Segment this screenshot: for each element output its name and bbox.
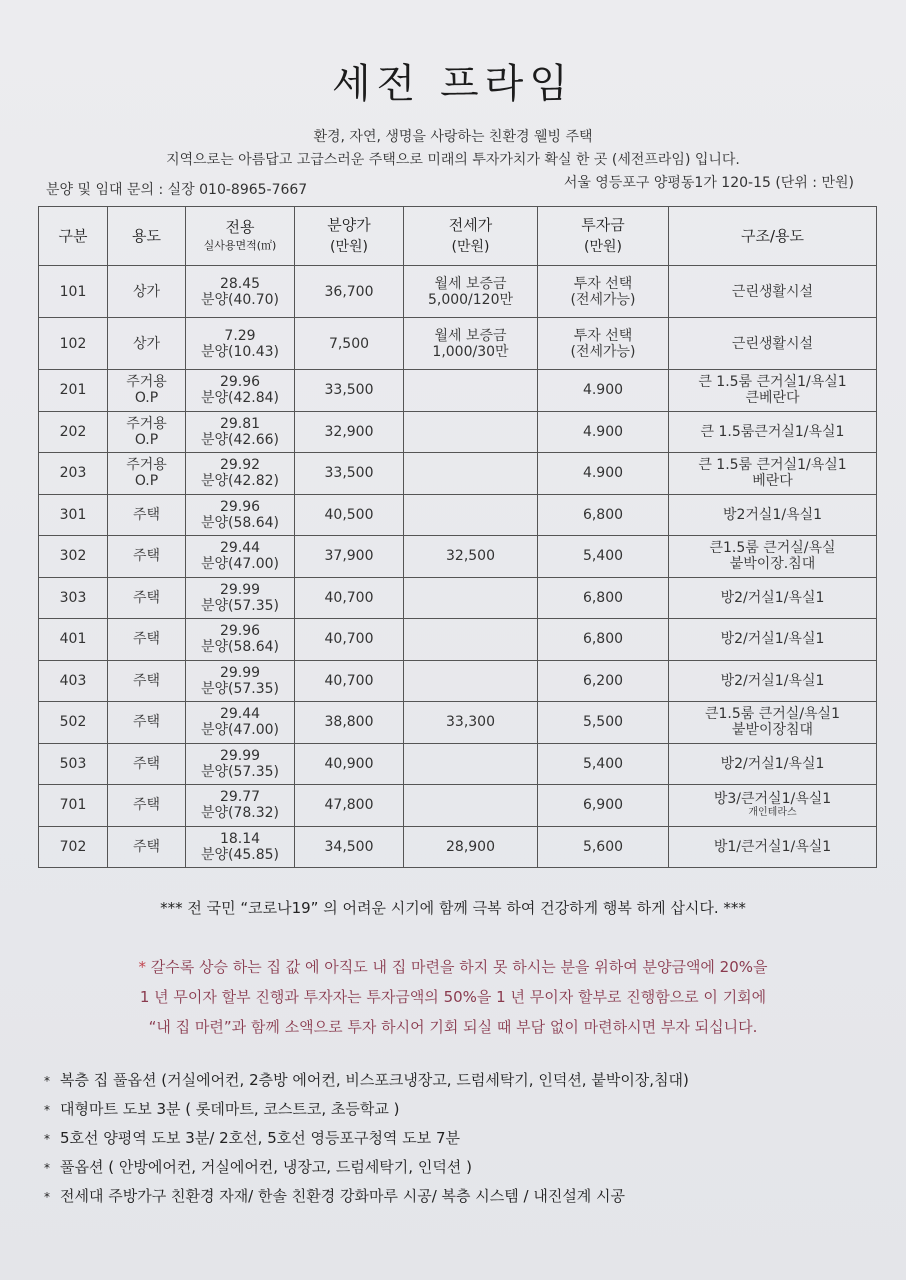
cell-structure-structure: 방2거실1/욕실1 xyxy=(722,506,823,523)
cell-area-sale-area: 분양(10.43) xyxy=(200,343,280,360)
cell-jeonse xyxy=(404,318,538,370)
cell-price-price: 7,500 xyxy=(328,335,370,352)
cell-structure-structure: 방2/거실1/욕실1 xyxy=(720,631,825,648)
cell-area xyxy=(186,785,295,827)
table-row xyxy=(39,411,877,453)
cell-area xyxy=(186,743,295,785)
cell-price-price: 37,900 xyxy=(324,548,374,565)
cell-unit xyxy=(39,536,108,578)
cell-structure-structure2: 붙받이장침대 xyxy=(731,722,814,739)
cell-price xyxy=(295,266,404,318)
cell-area xyxy=(186,826,295,868)
cell-use-use: 주택 xyxy=(132,506,161,523)
cell-unit-unit: 302 xyxy=(59,548,87,565)
cell-jeonse xyxy=(404,577,538,619)
header-area xyxy=(186,207,295,266)
cell-unit xyxy=(39,266,108,318)
header-jeonse xyxy=(404,207,538,266)
cell-use xyxy=(108,266,186,318)
cell-jeonse-jeonse: 28,900 xyxy=(446,838,495,855)
feature-text: 5호선 양평역 도보 3분/ 2호선, 5호선 영등포구청역 도보 7분 xyxy=(60,1129,460,1147)
cell-structure xyxy=(669,785,877,827)
cell-structure-structure: 큰1.5룸 큰거실/욕실1 xyxy=(704,706,840,723)
cell-area-sale-area: 분양(42.66) xyxy=(200,431,280,448)
cell-area-sale-area: 분양(58.64) xyxy=(200,514,280,531)
promo-line-2: 1 년 무이자 할부 진행과 투자자는 투자금액의 50%을 1 년 무이자 할부로 진행함으로 이 기회에 xyxy=(139,988,767,1006)
cell-area xyxy=(186,536,295,578)
cell-jeonse-jeonse: 32,500 xyxy=(446,548,495,565)
feature-item xyxy=(44,1066,689,1095)
cell-area-exclusive: 29.99 xyxy=(219,664,261,681)
price-table xyxy=(38,206,877,868)
cell-area-exclusive: 29.44 xyxy=(219,706,261,723)
cell-price xyxy=(295,370,404,412)
cell-structure-structure: 방2/거실1/욕실1 xyxy=(720,672,825,689)
cell-investment xyxy=(538,411,669,453)
cell-structure xyxy=(669,826,877,868)
cell-price xyxy=(295,453,404,495)
cell-structure-structure: 방2/거실1/욕실1 xyxy=(720,755,825,772)
cell-area-exclusive: 18.14 xyxy=(219,830,261,847)
cell-jeonse-jeonse: 월세 보증금 xyxy=(434,275,507,292)
cell-use-use: 주택 xyxy=(132,631,161,648)
table-row xyxy=(39,494,877,536)
cell-investment-invest: 6,900 xyxy=(582,797,624,814)
cell-price xyxy=(295,743,404,785)
cell-area-sale-area: 분양(42.82) xyxy=(200,473,280,490)
cell-investment-invest: 4.900 xyxy=(582,382,624,399)
cell-use-use: 주택 xyxy=(132,589,161,606)
cell-jeonse xyxy=(404,702,538,744)
cell-structure-structure: 방2/거실1/욕실1 xyxy=(720,589,825,606)
cell-investment xyxy=(538,660,669,702)
cell-jeonse-jeonse2: 5,000/120만 xyxy=(427,291,514,308)
table-row xyxy=(39,785,877,827)
cell-structure xyxy=(669,619,877,661)
cell-area xyxy=(186,577,295,619)
cell-use xyxy=(108,826,186,868)
intro-text: 지역으로는 아름답고 고급스러운 주택으로 미래의 투자가치가 확실 한 곳 (세전프라임) 입니다. xyxy=(166,152,740,168)
cell-use-use: 주택 xyxy=(132,672,161,689)
cell-unit xyxy=(39,411,108,453)
cell-jeonse xyxy=(404,370,538,412)
promo-star: * xyxy=(138,958,146,976)
promo-text xyxy=(20,952,886,1042)
cell-area-exclusive: 7.29 xyxy=(224,327,256,344)
cell-use xyxy=(108,660,186,702)
cell-use-use: 상가 xyxy=(132,335,161,352)
cell-investment xyxy=(538,743,669,785)
table-row xyxy=(39,266,877,318)
cell-area xyxy=(186,266,295,318)
cell-investment-invest: 6,200 xyxy=(582,672,624,689)
cell-area-sale-area: 분양(57.35) xyxy=(200,597,280,614)
cell-jeonse xyxy=(404,826,538,868)
cell-investment-invest: 5,400 xyxy=(582,755,624,772)
cell-investment xyxy=(538,826,669,868)
cell-use-use: 주거용 xyxy=(126,457,167,474)
cell-investment-invest: 투자 선택 xyxy=(573,327,633,344)
header-area-main: 전용 xyxy=(225,217,255,236)
cell-unit-unit: 403 xyxy=(59,672,87,689)
cell-investment xyxy=(538,494,669,536)
table-row xyxy=(39,619,877,661)
cell-use xyxy=(108,318,186,370)
header-jeonse-sub: (만원) xyxy=(451,239,490,255)
cell-area-exclusive: 29.96 xyxy=(219,623,261,640)
cell-price xyxy=(295,536,404,578)
cell-structure xyxy=(669,536,877,578)
slogan: *** 전 국민 “코로나19” 의 어려운 시기에 함께 극복 하여 건강하게 행복 하게 삽시다. *** xyxy=(160,899,746,917)
feature-item xyxy=(44,1095,689,1124)
cell-structure-structure: 큰 1.5룸 큰거실1/욕실1 xyxy=(698,374,847,391)
cell-use-use: 주택 xyxy=(132,714,161,731)
cell-use-use2: O.P xyxy=(134,431,159,448)
table-row xyxy=(39,660,877,702)
header-use: 용도 xyxy=(108,207,186,266)
address-info: 서울 영등포구 양평동1가 120-15 (단위 : 만원) xyxy=(563,175,854,191)
cell-unit xyxy=(39,785,108,827)
cell-unit-unit: 702 xyxy=(59,838,87,855)
cell-jeonse-jeonse: 33,300 xyxy=(446,714,495,731)
cell-area xyxy=(186,619,295,661)
cell-investment xyxy=(538,577,669,619)
cell-price-price: 33,500 xyxy=(324,465,374,482)
table-row xyxy=(39,577,877,619)
cell-unit xyxy=(39,453,108,495)
cell-unit xyxy=(39,318,108,370)
cell-jeonse xyxy=(404,494,538,536)
header-investment xyxy=(538,207,669,266)
cell-structure-structure: 방1/큰거실1/욕실1 xyxy=(713,838,832,855)
cell-price-price: 40,700 xyxy=(324,631,374,648)
cell-unit-unit: 503 xyxy=(59,755,87,772)
cell-unit-unit: 203 xyxy=(59,465,87,482)
cell-area-exclusive: 29.92 xyxy=(219,457,261,474)
cell-unit xyxy=(39,494,108,536)
cell-area xyxy=(186,453,295,495)
cell-area xyxy=(186,411,295,453)
cell-price xyxy=(295,826,404,868)
cell-investment xyxy=(538,702,669,744)
cell-use xyxy=(108,619,186,661)
cell-investment xyxy=(538,785,669,827)
feature-list xyxy=(44,1066,689,1211)
feature-item xyxy=(44,1182,689,1211)
cell-investment-invest: 4.900 xyxy=(582,465,624,482)
cell-use xyxy=(108,536,186,578)
feature-item xyxy=(44,1124,689,1153)
cell-structure xyxy=(669,453,877,495)
cell-investment xyxy=(538,370,669,412)
cell-structure-structure2: 붙박이장.침대 xyxy=(729,556,816,573)
cell-investment-invest: 투자 선택 xyxy=(573,275,633,292)
cell-price-price: 40,700 xyxy=(324,589,374,606)
promo-line-1 xyxy=(20,952,886,982)
cell-price xyxy=(295,619,404,661)
cell-unit xyxy=(39,370,108,412)
cell-area-exclusive: 28.45 xyxy=(219,275,261,292)
cell-area-sale-area: 분양(47.00) xyxy=(200,556,280,573)
cell-jeonse xyxy=(404,411,538,453)
cell-area xyxy=(186,702,295,744)
cell-structure-structure2: 베란다 xyxy=(752,473,793,490)
cell-use-use: 주택 xyxy=(132,797,161,814)
cell-area-sale-area: 분양(40.70) xyxy=(200,291,280,308)
cell-price-price: 38,800 xyxy=(324,714,374,731)
cell-structure xyxy=(669,494,877,536)
cell-unit xyxy=(39,660,108,702)
page-title: 세전 프라임 xyxy=(332,61,574,107)
cell-area-sale-area: 분양(58.64) xyxy=(200,639,280,656)
cell-investment-invest: 6,800 xyxy=(582,631,624,648)
cell-structure xyxy=(669,702,877,744)
cell-investment-invest: 4.900 xyxy=(582,423,624,440)
cell-area-exclusive: 29.99 xyxy=(219,747,261,764)
cell-investment xyxy=(538,318,669,370)
feature-bullet: * xyxy=(44,1074,50,1088)
header-structure: 구조/용도 xyxy=(669,207,877,266)
cell-use-use: 주택 xyxy=(132,838,161,855)
table-row xyxy=(39,536,877,578)
header-sale-price xyxy=(295,207,404,266)
cell-investment xyxy=(538,536,669,578)
feature-bullet: * xyxy=(44,1161,50,1175)
cell-area-sale-area: 분양(57.35) xyxy=(200,680,280,697)
cell-jeonse xyxy=(404,266,538,318)
cell-structure-structure2: 큰베란다 xyxy=(745,390,800,407)
cell-unit-unit: 701 xyxy=(59,797,87,814)
cell-area-sale-area: 분양(47.00) xyxy=(200,722,280,739)
cell-structure-structure-note: 개인테라스 xyxy=(748,807,797,819)
feature-text: 대형마트 도보 3분 ( 롯데마트, 코스트코, 초등학교 ) xyxy=(60,1100,400,1118)
header-sale-sub: (만원) xyxy=(330,239,368,255)
cell-unit-unit: 202 xyxy=(59,423,87,440)
cell-structure-structure: 근린생활시설 xyxy=(731,335,814,352)
table-row xyxy=(39,702,877,744)
table-header-row xyxy=(39,207,877,266)
cell-use-use: 주택 xyxy=(132,755,161,772)
cell-use-use: 상가 xyxy=(132,283,161,300)
cell-area-exclusive: 29.96 xyxy=(219,374,261,391)
table-row xyxy=(39,826,877,868)
cell-structure xyxy=(669,266,877,318)
cell-unit-unit: 102 xyxy=(59,335,87,352)
cell-structure xyxy=(669,743,877,785)
cell-structure-structure: 근린생활시설 xyxy=(731,283,814,300)
cell-unit-unit: 401 xyxy=(59,631,87,648)
cell-investment-invest: 6,800 xyxy=(582,589,624,606)
cell-investment xyxy=(538,619,669,661)
cell-jeonse xyxy=(404,536,538,578)
cell-jeonse xyxy=(404,785,538,827)
cell-use-use2: O.P xyxy=(134,390,159,407)
cell-investment-invest2: (전세가능) xyxy=(570,343,636,360)
cell-unit xyxy=(39,619,108,661)
cell-investment-invest: 5,600 xyxy=(582,838,624,855)
cell-structure xyxy=(669,411,877,453)
cell-price-price: 32,900 xyxy=(324,423,374,440)
feature-item xyxy=(44,1153,689,1182)
cell-investment xyxy=(538,266,669,318)
header-jeonse-main: 전세가 xyxy=(448,216,493,234)
cell-price-price: 33,500 xyxy=(324,382,374,399)
cell-area xyxy=(186,370,295,412)
cell-structure xyxy=(669,370,877,412)
cell-area-exclusive: 29.77 xyxy=(219,789,261,806)
cell-area-exclusive: 29.96 xyxy=(219,498,261,515)
cell-use-use: 주거용 xyxy=(126,415,167,432)
header-area-sub: 실사용면적(㎡) xyxy=(203,238,277,252)
cell-price-price: 47,800 xyxy=(324,797,374,814)
cell-area-sale-area: 분양(57.35) xyxy=(200,763,280,780)
cell-price-price: 40,900 xyxy=(324,755,374,772)
cell-area-exclusive: 29.44 xyxy=(219,540,261,557)
promo-line-1-text: 갈수록 상승 하는 집 값 에 아직도 내 집 마련을 하지 못 하시는 분을 위하여 분양금액에 20%을 xyxy=(150,958,768,976)
cell-unit xyxy=(39,577,108,619)
feature-text: 전세대 주방가구 친환경 자재/ 한솔 친환경 강화마루 시공/ 복층 시스템 / 내진설계 시공 xyxy=(60,1187,626,1205)
cell-area xyxy=(186,660,295,702)
header-invest-sub: (만원) xyxy=(584,239,622,255)
cell-unit-unit: 502 xyxy=(59,714,87,731)
cell-area xyxy=(186,318,295,370)
feature-bullet: * xyxy=(44,1103,50,1117)
cell-price xyxy=(295,660,404,702)
promo-line-3: “내 집 마련”과 함께 소액으로 투자 하시어 기회 되실 때 부담 없이 마련하시면 부자 되십니다. xyxy=(148,1018,758,1036)
cell-structure xyxy=(669,318,877,370)
table-row xyxy=(39,370,877,412)
header-invest-main: 투자금 xyxy=(581,216,625,234)
cell-area-exclusive: 29.81 xyxy=(219,415,261,432)
cell-price xyxy=(295,785,404,827)
cell-area-sale-area: 분양(78.32) xyxy=(200,805,280,822)
cell-investment-invest: 6,800 xyxy=(582,506,624,523)
cell-area-sale-area: 분양(45.85) xyxy=(200,846,280,863)
table-body xyxy=(39,266,877,868)
table-row xyxy=(39,318,877,370)
cell-unit-unit: 301 xyxy=(59,506,87,523)
cell-unit-unit: 303 xyxy=(59,589,87,606)
cell-area xyxy=(186,494,295,536)
cell-area-sale-area: 분양(42.84) xyxy=(200,390,280,407)
cell-unit-unit: 101 xyxy=(59,283,87,300)
cell-price-price: 36,700 xyxy=(324,283,374,300)
cell-structure-structure: 큰 1.5룸큰거실1/욕실1 xyxy=(700,423,845,440)
cell-structure-structure: 큰1.5룸 큰거실/욕실 xyxy=(709,540,836,557)
feature-text: 풀옵션 ( 안방에어컨, 거실에어컨, 냉장고, 드럼세탁기, 인덕션 ) xyxy=(60,1158,472,1176)
cell-price-price: 34,500 xyxy=(324,838,374,855)
cell-structure-structure: 큰 1.5룸 큰거실1/욕실1 xyxy=(698,457,847,474)
cell-jeonse-jeonse: 월세 보증금 xyxy=(434,327,507,344)
cell-price-price: 40,500 xyxy=(324,506,374,523)
cell-unit xyxy=(39,702,108,744)
cell-price xyxy=(295,411,404,453)
cell-jeonse xyxy=(404,660,538,702)
cell-price xyxy=(295,318,404,370)
header-unit: 구분 xyxy=(39,207,108,266)
cell-price xyxy=(295,494,404,536)
cell-use xyxy=(108,702,186,744)
cell-jeonse-jeonse2: 1,000/30만 xyxy=(432,343,509,360)
cell-unit-unit: 201 xyxy=(59,382,87,399)
cell-use-use: 주택 xyxy=(132,548,161,565)
cell-price xyxy=(295,702,404,744)
cell-jeonse xyxy=(404,743,538,785)
feature-text: 복층 집 풀옵션 (거실에어컨, 2층방 에어컨, 비스포크냉장고, 드럼세탁기, 인덕션, 붙박이장,침대) xyxy=(60,1071,689,1089)
cell-use xyxy=(108,785,186,827)
table-row xyxy=(39,743,877,785)
cell-use-use: 주거용 xyxy=(126,374,167,391)
cell-jeonse xyxy=(404,453,538,495)
contact-info: 분양 및 임대 문의 : 실장 010-8965-7667 xyxy=(46,182,308,198)
cell-use xyxy=(108,411,186,453)
cell-structure xyxy=(669,660,877,702)
cell-unit xyxy=(39,826,108,868)
header-sale-main: 분양가 xyxy=(327,216,371,234)
feature-bullet: * xyxy=(44,1190,50,1204)
table-row xyxy=(39,453,877,495)
cell-unit xyxy=(39,743,108,785)
subtitle: 환경, 자연, 생명을 사랑하는 친환경 웰빙 주택 xyxy=(313,129,593,145)
cell-structure xyxy=(669,577,877,619)
cell-area-exclusive: 29.99 xyxy=(219,581,261,598)
cell-structure-structure: 방3/큰거실1/욕실1 xyxy=(713,791,832,808)
cell-use-use2: O.P xyxy=(134,473,159,490)
cell-use xyxy=(108,453,186,495)
cell-investment-invest2: (전세가능) xyxy=(570,291,636,308)
cell-investment xyxy=(538,453,669,495)
cell-use xyxy=(108,494,186,536)
cell-use xyxy=(108,577,186,619)
cell-price xyxy=(295,577,404,619)
cell-jeonse xyxy=(404,619,538,661)
cell-investment-invest: 5,400 xyxy=(582,548,624,565)
cell-price-price: 40,700 xyxy=(324,672,374,689)
feature-bullet: * xyxy=(44,1132,50,1146)
cell-use xyxy=(108,370,186,412)
cell-investment-invest: 5,500 xyxy=(582,714,624,731)
cell-use xyxy=(108,743,186,785)
